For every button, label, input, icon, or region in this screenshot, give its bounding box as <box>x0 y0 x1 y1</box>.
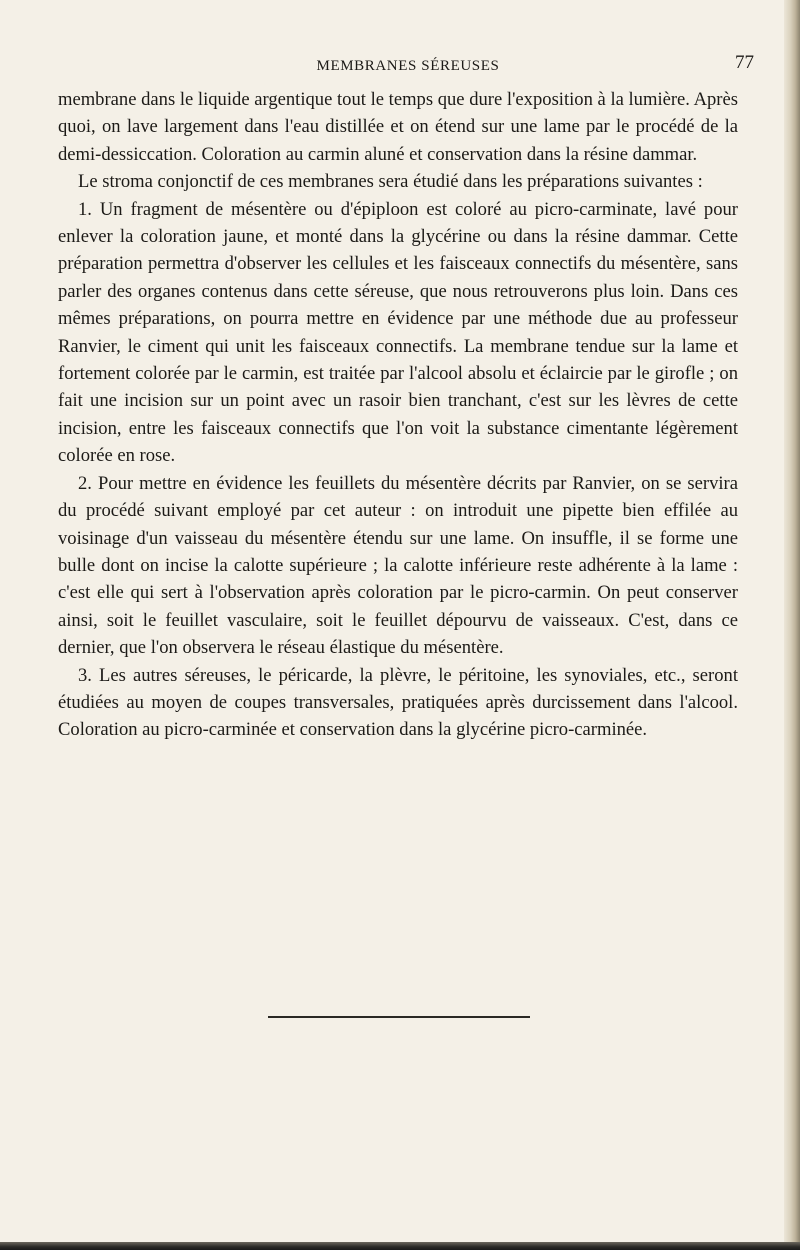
section-end-rule <box>268 1016 530 1018</box>
running-head: MEMBRANES SÉREUSES <box>316 58 500 74</box>
paragraph-item-1: 1. Un fragment de mésentère ou d'épiploon est coloré au picro-carminate, lavé pour enlever la coloration jaune, et monté dans la glycérine ou dans la résine dammar. Cette préparation permettra d'observer les cellules et les faisceaux connectifs du mésentère, sans parler des organes contenus dans cette séreuse, que nous retrouverons plus loin. Dans ces mêmes préparations, on pourra mettre en évidence par une méthode due au professeur Ranvier, le ciment qui unit les faisceaux connectifs. La membrane tendue sur la lame et fortement colorée par le carmin, est traitée par l'alcool absolu et éclaircie par le girofle ; on fait une incision sur un point avec un rasoir bien tranchant, c'est sur les lèvres de cette incision, entre les faisceaux connectifs que l'on voit la substance cimentante légèrement colorée en rose. <box>58 198 738 467</box>
body-text <box>58 86 738 744</box>
paragraph-continuation: membrane dans le liquide argentique tout le temps que dure l'exposition à la lumière. Après quoi, on lave largement dans l'eau distillée et on étend sur une lame par le procédé de la demi-dessiccation. Coloration au carmin aluné et conservation dans la résine dammar. <box>58 89 738 165</box>
paragraph-item-2: 2. Pour mettre en évidence les feuillets du mésentère décrits par Ranvier, on se servira du procédé suivant employé par cet auteur : on introduit une pipette bien effilée au voisinage d'un vaisseau du mésentère étendu sur une lame. On insuffle, il se forme une bulle dont on incise la calotte supérieure ; la calotte inférieure reste adhérente à la lame : c'est elle qui sert à l'observation après coloration par le picro-carmin. On peut conserver ainsi, soit le feuillet vasculaire, soit le feuillet dépourvu de vaisseaux. C'est, dans ce dernier, que l'on observera le réseau élastique du mésentère. <box>58 472 738 659</box>
page-edge-shadow <box>784 0 800 1250</box>
page-number: 77 <box>735 52 754 73</box>
page-bottom-edge <box>0 1242 800 1250</box>
page-header <box>58 52 758 80</box>
paragraph-item-3: 3. Les autres séreuses, le péricarde, la plèvre, le péritoine, les synoviales, etc., seront étudiées au moyen de coupes transversales, pratiquées après durcissement dans l'alcool. Coloration au picro-carminée et conservation dans la glycérine picro-carminée. <box>58 664 738 741</box>
paragraph-stroma-intro: Le stroma conjonctif de ces membranes sera étudié dans les préparations suivantes : <box>78 171 703 193</box>
